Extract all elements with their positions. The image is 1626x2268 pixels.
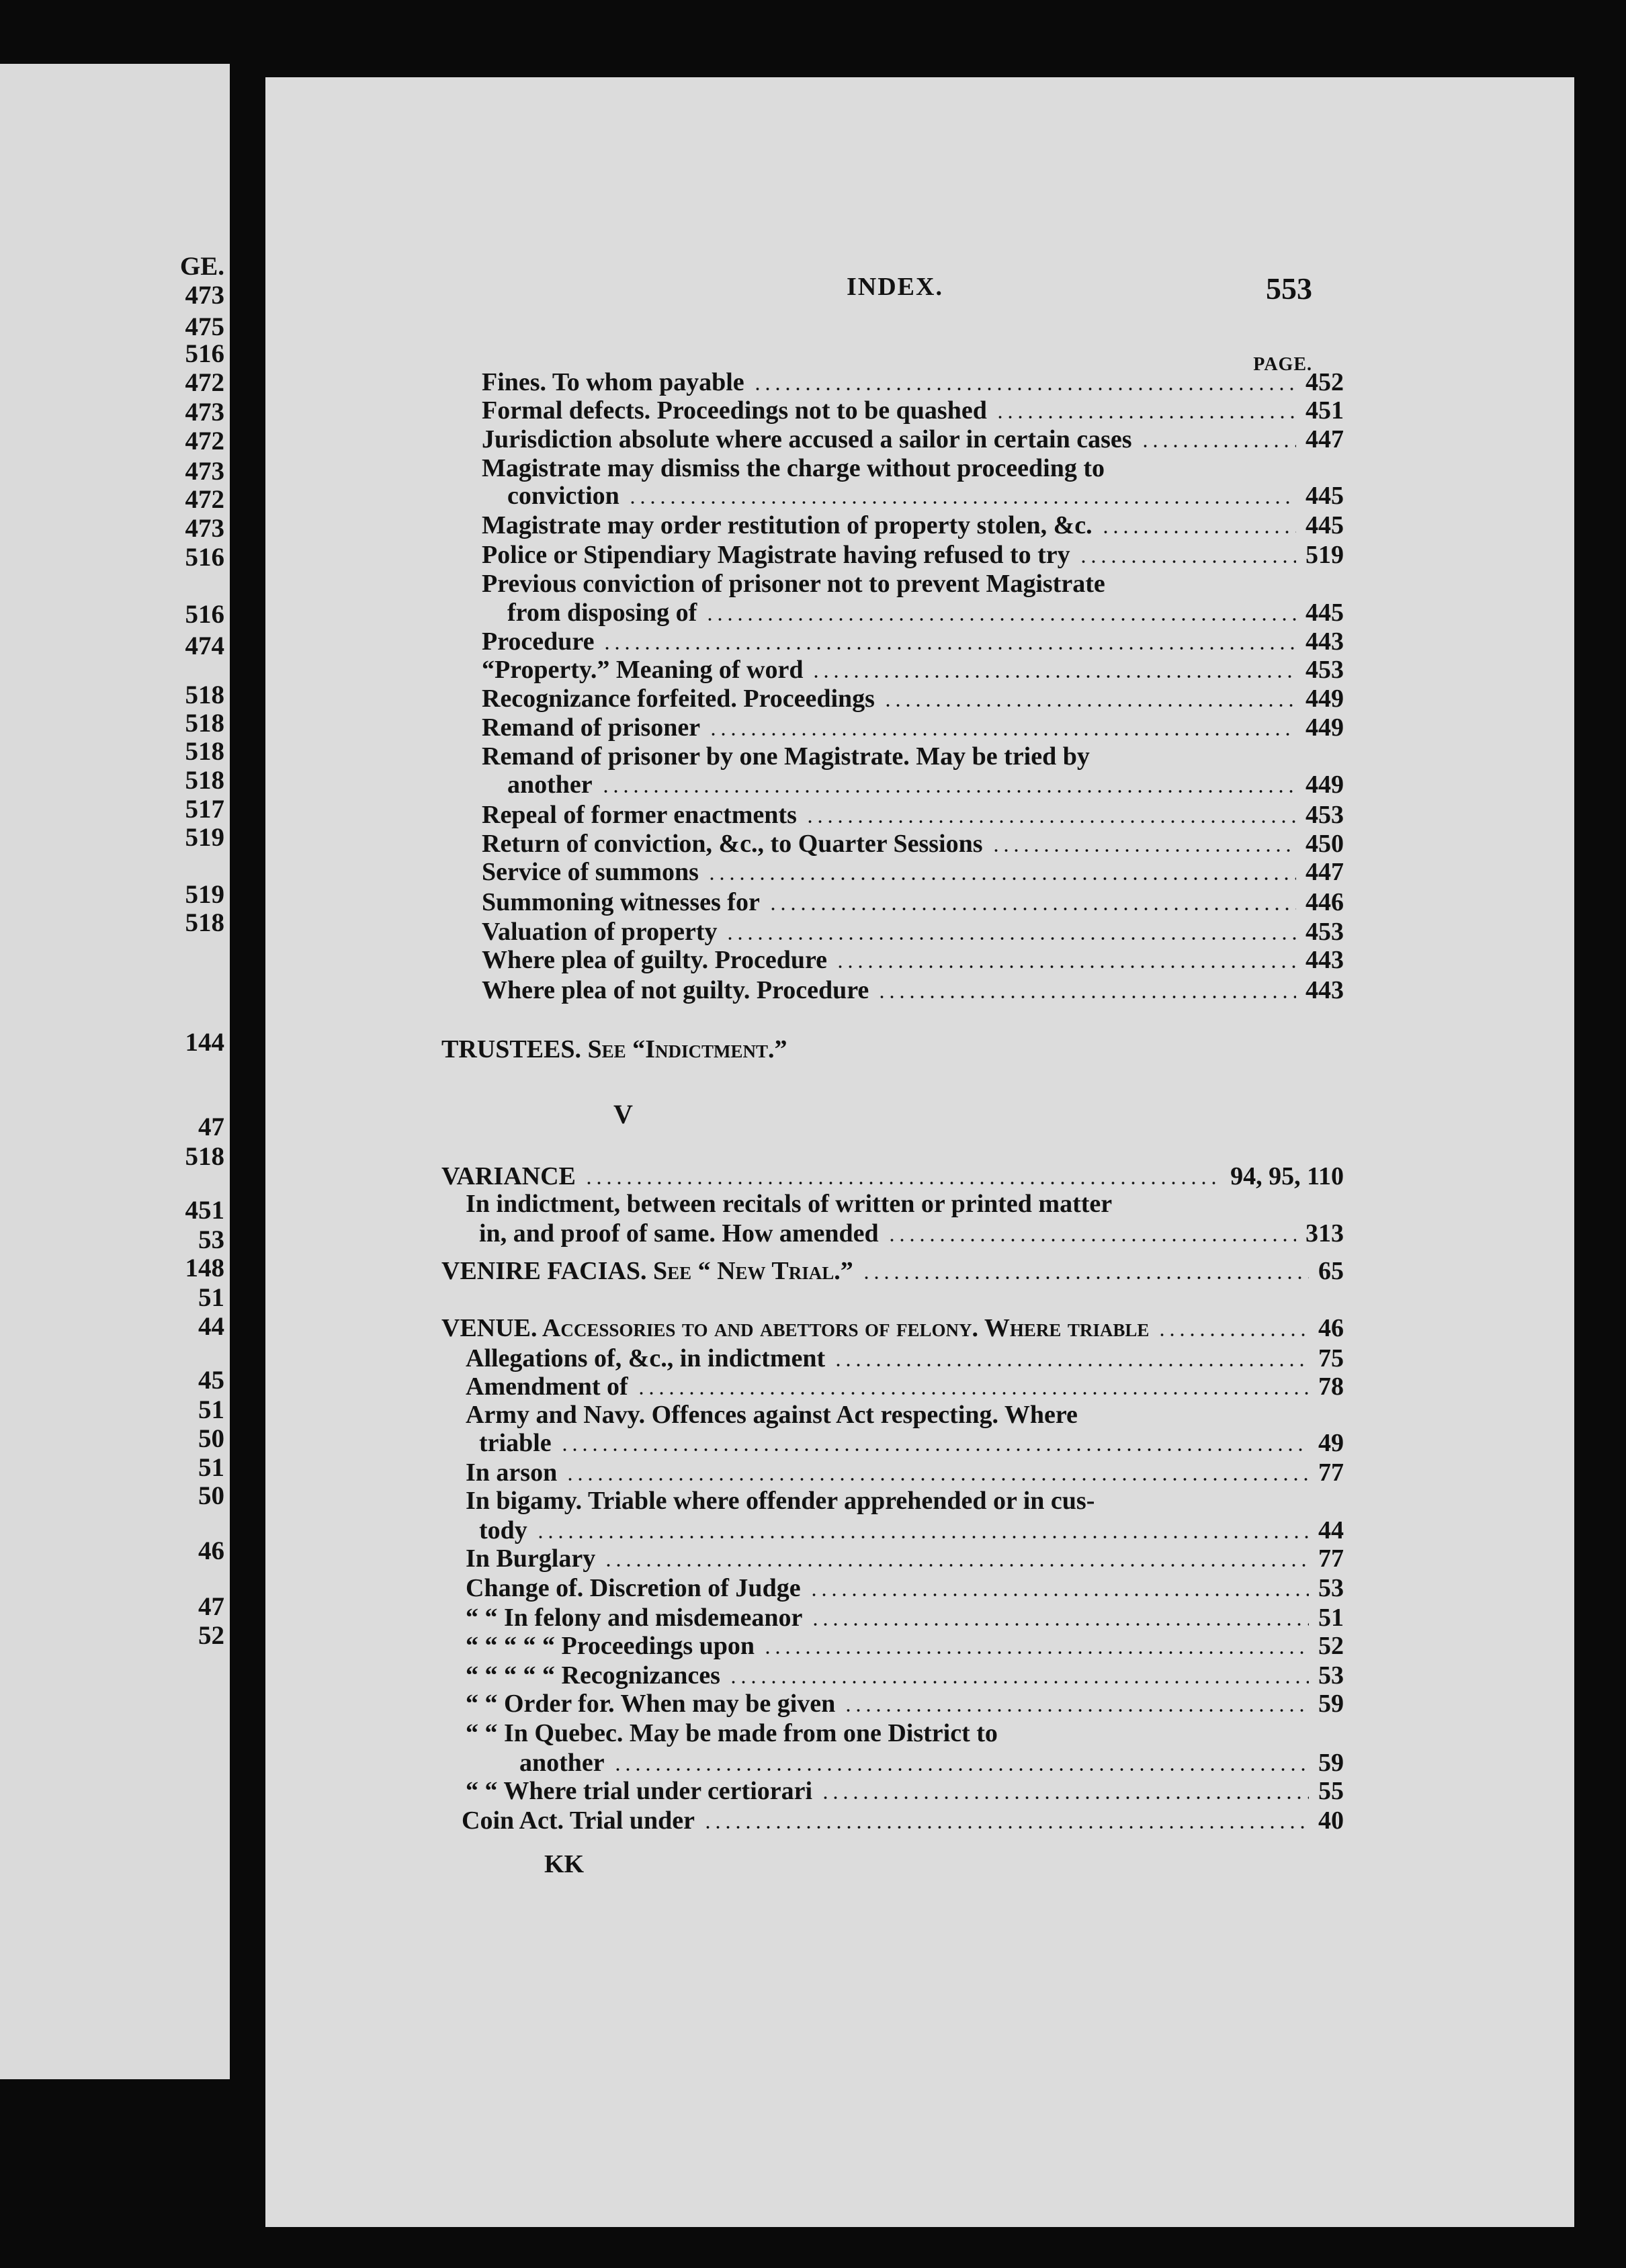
index-entry: [466, 1603, 1344, 1632]
facing-page-number: 52: [198, 1621, 224, 1650]
entry-text: VARIANCE: [441, 1162, 576, 1190]
index-entry: [482, 511, 1344, 540]
index-entry: [479, 1219, 1344, 1248]
index-entry: [466, 1573, 1344, 1603]
facing-page-number: 519: [185, 880, 224, 909]
leader-dots: [811, 674, 1296, 679]
entry-page: 77: [1318, 1544, 1344, 1573]
leader-dots: [768, 906, 1296, 912]
leader-dots: [636, 1391, 1309, 1396]
entry-page: 52: [1318, 1632, 1344, 1660]
entry-page: 453: [1306, 918, 1344, 946]
facing-page-number: 518: [185, 709, 224, 738]
entry-text: “Property.” Meaning of word: [482, 656, 804, 684]
entry-text: Police or Stipendiary Magistrate having refused to try: [482, 541, 1070, 569]
entry-page: 44: [1318, 1516, 1344, 1544]
facing-page-number: 47: [198, 1592, 224, 1621]
index-entry: [482, 569, 1344, 599]
leader-dots: [584, 1180, 1221, 1186]
entry-text: Change of. Discretion of Judge: [466, 1574, 801, 1602]
entry-page: 55: [1318, 1777, 1344, 1805]
facing-page-number: 144: [185, 1028, 224, 1057]
entry-text: conviction: [507, 482, 619, 510]
facing-page-number: 518: [185, 1142, 224, 1171]
leader-dots: [1101, 529, 1296, 535]
entry-text: In bigamy. Triable where offender apprehended or in cus-: [466, 1487, 1095, 1515]
leader-dots: [565, 1477, 1309, 1482]
entry-text: VENUE. Accessories to and abettors of felony. Where triable: [441, 1314, 1150, 1342]
entry-text: In arson: [466, 1458, 558, 1487]
entry-page: 51: [1318, 1604, 1344, 1632]
entry-page: 78: [1318, 1372, 1344, 1401]
entry-page: 46: [1318, 1314, 1344, 1342]
index-entry: [507, 481, 1344, 511]
page-column-label: PAGE.: [1253, 354, 1312, 375]
entry-page: 443: [1306, 946, 1344, 974]
facing-page-number: 451: [185, 1196, 224, 1225]
index-entry: [482, 713, 1344, 742]
entry-page: 452: [1306, 368, 1344, 396]
facing-page-number: 473: [185, 281, 224, 310]
facing-page-number: 517: [185, 795, 224, 824]
index-entry: [441, 1162, 1344, 1191]
entry-page: 446: [1306, 888, 1344, 916]
entry-text: Allegations of, &c., in indictment: [466, 1344, 826, 1372]
entry-page: 40: [1318, 1806, 1344, 1835]
entry-page: 449: [1306, 713, 1344, 742]
entry-text: Valuation of property: [482, 918, 718, 946]
entry-text: Magistrate may order restitution of property stolen, &c.: [482, 511, 1093, 539]
leader-dots: [843, 1708, 1309, 1713]
entry-text: “ “ Order for. When may be given: [466, 1690, 836, 1718]
entry-page: 75: [1318, 1344, 1344, 1372]
entry-text: Fines. To whom payable: [482, 368, 744, 396]
index-entry: [482, 655, 1344, 685]
facing-page-number: 51: [198, 1453, 224, 1482]
index-entry: [466, 1458, 1344, 1487]
leader-dots: [809, 1592, 1309, 1598]
entry-page: 445: [1306, 599, 1344, 627]
entry-page: 59: [1318, 1690, 1344, 1718]
entry-page: 94, 95, 110: [1230, 1162, 1344, 1190]
entry-text: Remand of prisoner by one Magistrate. May be tried by: [482, 742, 1090, 771]
entry-text: Previous conviction of prisoner not to prevent Magistrate: [482, 570, 1105, 598]
facing-page-number: 46: [198, 1536, 224, 1565]
facing-page-number: 51: [198, 1395, 224, 1424]
index-entry: [466, 1631, 1344, 1661]
entry-page: 53: [1318, 1574, 1344, 1602]
leader-dots: [708, 732, 1296, 737]
index-entry: [482, 367, 1344, 397]
facing-page-number: 516: [185, 600, 224, 629]
index-entry: [482, 627, 1344, 656]
entry-page: 447: [1306, 858, 1344, 886]
leader-dots: [805, 819, 1296, 824]
leader-dots: [602, 646, 1296, 651]
entry-text: VENIRE FACIAS. See “ New Trial.”: [441, 1257, 853, 1285]
entry-text: Service of summons: [482, 858, 699, 886]
index-entry: [462, 1806, 1344, 1835]
entry-text: Procedure: [482, 627, 595, 656]
entry-text: another: [519, 1749, 605, 1777]
facing-page-number: 473: [185, 457, 224, 486]
index-entry: [482, 829, 1344, 859]
entry-text: tody: [479, 1516, 527, 1544]
index-entry: [466, 1344, 1344, 1373]
leader-dots: [728, 1680, 1309, 1685]
entry-text: “ “ Where trial under certiorari: [466, 1777, 813, 1805]
entry-text: Where plea of not guilty. Procedure: [482, 976, 869, 1004]
entry-text: Amendment of: [466, 1372, 628, 1401]
entry-page: 445: [1306, 482, 1344, 510]
leader-dots: [536, 1534, 1309, 1540]
entry-page: 453: [1306, 656, 1344, 684]
leader-dots: [1140, 443, 1296, 449]
entry-text: from disposing of: [507, 599, 697, 627]
entry-page: 49: [1318, 1429, 1344, 1457]
facing-page-number: 519: [185, 823, 224, 852]
facing-page-number: GE.: [179, 252, 224, 281]
facing-page-number: 474: [185, 631, 224, 660]
leader-dots: [628, 500, 1296, 505]
facing-page-number: 518: [185, 681, 224, 709]
entry-text: Formal defects. Proceedings not to be quashed: [482, 396, 987, 425]
index-entry: [482, 742, 1344, 771]
entry-page: 65: [1318, 1257, 1344, 1285]
leader-dots: [763, 1650, 1309, 1655]
leader-dots: [810, 1622, 1309, 1627]
index-entry: [482, 887, 1344, 917]
entry-page: 313: [1306, 1219, 1344, 1248]
leader-dots: [1157, 1332, 1309, 1338]
entry-text: Coin Act. Trial under: [462, 1806, 695, 1835]
leader-dots: [887, 1237, 1296, 1243]
entry-page: 453: [1306, 801, 1344, 829]
entry-text: “ “ “ “ “ Recognizances: [466, 1661, 720, 1690]
facing-page-number: 51: [198, 1283, 224, 1312]
entry-page: 59: [1318, 1749, 1344, 1777]
leader-dots: [707, 876, 1296, 881]
facing-page-number: 475: [185, 312, 224, 341]
facing-page-number: 47: [198, 1113, 224, 1141]
index-entry: [482, 917, 1344, 947]
entry-page: 443: [1306, 627, 1344, 656]
entry-text: Remand of prisoner: [482, 713, 701, 742]
entry-text: in, and proof of same. How amended: [479, 1219, 879, 1248]
entry-text: triable: [479, 1429, 552, 1457]
entry-page: 449: [1306, 771, 1344, 799]
index-entry: [466, 1661, 1344, 1690]
leader-dots: [820, 1795, 1309, 1800]
signature-mark: KK: [544, 1850, 585, 1878]
entry-text: Jurisdiction absolute where accused a sailor in certain cases: [482, 425, 1132, 453]
facing-page-number: 50: [198, 1481, 224, 1510]
entry-text: Magistrate may dismiss the charge without proceeding to: [482, 454, 1105, 482]
entry-text: “ “ “ “ “ Proceedings upon: [466, 1632, 755, 1660]
leader-dots: [1078, 559, 1296, 564]
index-entry: [441, 1313, 1344, 1343]
facing-page-fragment: [0, 64, 230, 2079]
index-entry: [482, 857, 1344, 887]
entry-text: Recognizance forfeited. Proceedings: [482, 685, 875, 713]
facing-page-number: 148: [185, 1254, 224, 1282]
running-head: INDEX.: [847, 273, 943, 301]
facing-page-number: 518: [185, 908, 224, 937]
entry-text: “ “ In Quebec. May be made from one District to: [466, 1719, 998, 1747]
section-letter: V: [613, 1099, 633, 1129]
entry-page: 443: [1306, 976, 1344, 1004]
index-entry: [482, 396, 1344, 425]
entry-text: “ “ In felony and misdemeanor: [466, 1604, 803, 1632]
leader-dots: [883, 703, 1296, 708]
index-entry: [466, 1689, 1344, 1718]
page-number: 553: [1266, 271, 1312, 306]
entry-text: Where plea of guilty. Procedure: [482, 946, 828, 974]
index-entry: [482, 425, 1344, 454]
leader-dots: [705, 617, 1296, 622]
leader-dots: [601, 789, 1296, 794]
entry-text: Repeal of former enactments: [482, 801, 797, 829]
index-entry: [441, 1035, 1344, 1064]
entry-text: Army and Navy. Offences against Act respecting. Where: [466, 1401, 1078, 1429]
index-entry: [479, 1516, 1344, 1545]
leader-dots: [703, 1825, 1309, 1830]
index-entry: [507, 598, 1344, 627]
leader-dots: [833, 1362, 1309, 1368]
leader-dots: [613, 1767, 1309, 1772]
entry-text: Summoning witnesses for: [482, 888, 760, 916]
facing-page-number: 53: [198, 1225, 224, 1254]
facing-page-number: 518: [185, 737, 224, 766]
index-entry: [466, 1189, 1344, 1219]
facing-page-number: 516: [185, 339, 224, 368]
facing-page-number: 472: [185, 368, 224, 397]
facing-page-number: 516: [185, 543, 224, 572]
index-entry: [482, 975, 1344, 1005]
index-entry: [466, 1486, 1344, 1516]
index-entry: [482, 453, 1344, 483]
index-entry: [482, 684, 1344, 713]
leader-dots: [995, 415, 1296, 420]
entry-page: 445: [1306, 511, 1344, 539]
facing-page-number: 473: [185, 398, 224, 427]
entry-text: another: [507, 771, 593, 799]
index-entry: [479, 1428, 1344, 1458]
facing-page-number: 473: [185, 514, 224, 543]
index-page: [265, 77, 1574, 2227]
leader-dots: [725, 936, 1296, 941]
entry-page: 77: [1318, 1458, 1344, 1487]
leader-dots: [603, 1563, 1309, 1568]
facing-page-number: 472: [185, 427, 224, 455]
entry-page: 53: [1318, 1661, 1344, 1690]
facing-page-number: 518: [185, 766, 224, 795]
leader-dots: [835, 964, 1296, 969]
index-entry: [482, 800, 1344, 830]
entry-text: Return of conviction, &c., to Quarter Sessions: [482, 830, 983, 858]
index-entry: [466, 1372, 1344, 1401]
leader-dots: [753, 386, 1296, 392]
index-entry: [466, 1718, 1344, 1748]
entry-page: 447: [1306, 425, 1344, 453]
index-entry: [466, 1776, 1344, 1806]
entry-page: 519: [1306, 541, 1344, 569]
entry-text: In indictment, between recitals of written or printed matter: [466, 1190, 1113, 1218]
index-entry: [466, 1544, 1344, 1573]
index-entry: [519, 1748, 1344, 1778]
leader-dots: [560, 1447, 1309, 1452]
facing-page-number: 50: [198, 1424, 224, 1453]
facing-page-number: 472: [185, 485, 224, 514]
leader-dots: [877, 994, 1296, 1000]
entry-text: In Burglary: [466, 1544, 596, 1573]
leader-dots: [991, 848, 1296, 853]
entry-text: TRUSTEES. See “Indictment.”: [441, 1035, 787, 1063]
index-entry: [482, 945, 1344, 975]
entry-page: 450: [1306, 830, 1344, 858]
facing-page-number: 45: [198, 1366, 224, 1395]
index-entry: [482, 540, 1344, 570]
index-entry: [441, 1256, 1344, 1286]
entry-page: 451: [1306, 396, 1344, 425]
leader-dots: [861, 1275, 1309, 1280]
facing-page-number: 44: [198, 1312, 224, 1341]
index-entry: [507, 770, 1344, 799]
index-entry: [466, 1400, 1344, 1430]
entry-page: 449: [1306, 685, 1344, 713]
